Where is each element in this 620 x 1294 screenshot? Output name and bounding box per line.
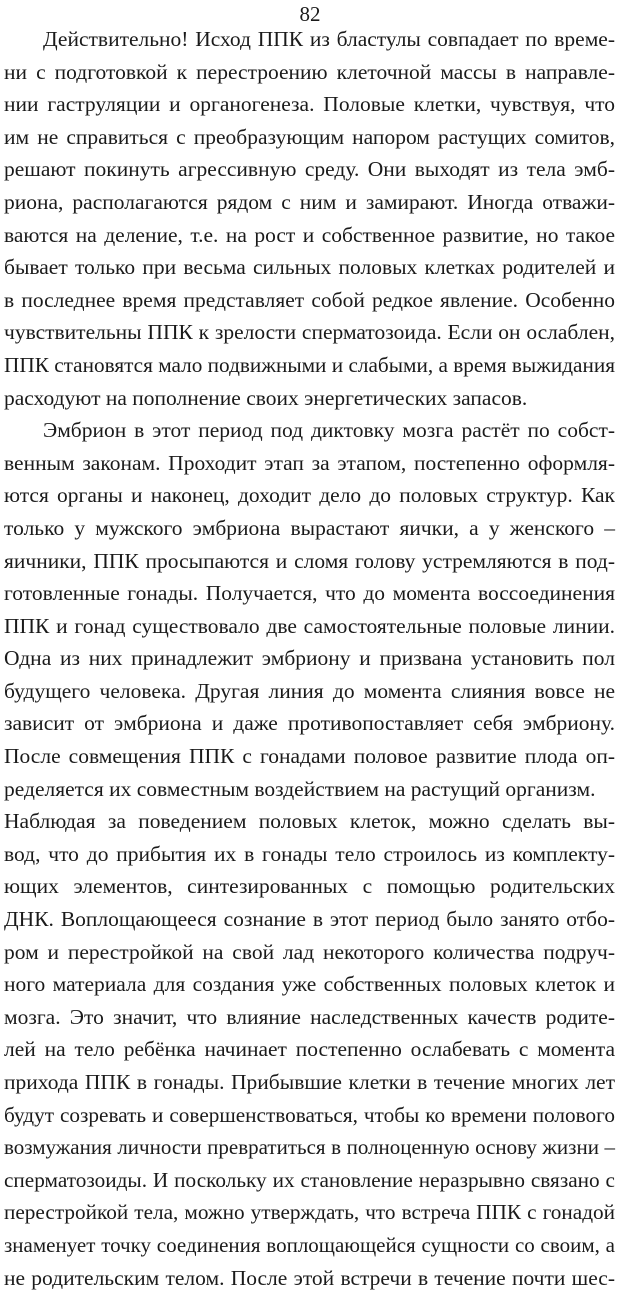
text-line: бывает только при весьма сильных половых клетках родителей и: [4, 255, 615, 280]
text-line: После совмещения ППК с гонадами половое развитие плода оп-: [4, 744, 615, 769]
text-line: риона, располагаются рядом с ним и замирают. Иногда отважи-: [4, 189, 615, 214]
text-line: только у мужского эмбриона вырастают яички, а у женского –: [4, 515, 615, 540]
text-line: ределяется их совместным воздействием на растущий организм.: [4, 776, 596, 801]
page-number: 82: [299, 2, 321, 26]
text-line: сперматозоиды. И поскольку их становление неразрывно связано с: [4, 1167, 615, 1192]
text-line: ром и перестройкой на свой лад некоторого количества подруч-: [4, 939, 615, 964]
text-line: будут созревать и совершенствоваться, чтобы ко времени полового: [4, 1102, 615, 1127]
text-line: ющих элементов, синтезированных с помощью родительских: [4, 874, 615, 899]
text-line: знаменует точку соединения воплощающейся сущности со своим, а: [4, 1232, 615, 1257]
text-line: венным законам. Проходит этап за этапом, постепенно оформля-: [4, 450, 615, 475]
text-line: Действительно! Исход ППК из бластулы совпадает по време-: [43, 27, 615, 51]
text-line: решают покинуть агрессивную среду. Они выходят из тела эмб-: [4, 157, 615, 182]
text-line: расходуют на пополнение своих энергетических запасов.: [4, 385, 528, 410]
text-line: ного материала для создания уже собственных половых клеток и: [4, 972, 615, 997]
text-line: Наблюдая за поведением половых клеток, можно сделать вы-: [4, 809, 615, 834]
text-line: Одна из них принадлежит эмбриону и призвана установить пол: [4, 646, 615, 671]
text-line: готовленные гонады. Получается, что до момента воссоединения: [4, 581, 615, 606]
text-line: яичники, ППК просыпаются и сломя голову устремляются в под-: [4, 548, 615, 573]
body-text: [4, 23, 615, 1294]
text-line: лей на тело ребёнка начинает постепенно ослабевать с момента: [4, 1037, 615, 1062]
text-line: нии гаструляции и органогенеза. Половые клетки, чувствуя, что: [4, 92, 615, 117]
text-line: мозга. Это значит, что влияние наследственных качеств родите-: [4, 1004, 615, 1029]
text-line: в последнее время представляет собой редкое явление. Особенно: [4, 287, 615, 312]
text-line: зависит от эмбриона и даже противопоставляет себя эмбриону.: [4, 711, 615, 736]
text-line: перестройкой тела, можно утверждать, что встреча ППК с гонадой: [4, 1200, 615, 1225]
text-line: вод, что до прибытия их в гонады тело строилось из комплекту-: [4, 841, 615, 866]
text-line: ются органы и наконец, доходит дело до половых структур. Как: [4, 483, 615, 508]
text-line: ДНК. Воплощающееся сознание в этот период было занято отбо-: [4, 907, 615, 932]
text-line: ППК и гонад существовало две самостоятельные половые линии.: [4, 613, 615, 638]
text-line: ППК становятся мало подвижными и слабыми, а время выжидания: [4, 352, 615, 377]
text-line: чувствительны ППК к зрелости сперматозоида. Если он ослаблен,: [4, 320, 615, 345]
text-line: будущего человека. Другая линия до момента слияния вовсе не: [4, 678, 615, 703]
text-line: им не справиться с преобразующим напором растущих сомитов,: [4, 124, 615, 149]
text-line: Эмбрион в этот период под диктовку мозга растёт по собст-: [43, 418, 615, 443]
text-line: возмужания личности превратиться в полноценную основу жизни –: [4, 1135, 615, 1160]
text-line: не родительским телом. После этой встречи в течение почти шес-: [4, 1265, 615, 1290]
text-line: ни с подготовкой к перестроению клеточной массы в направле-: [4, 59, 615, 84]
text-line: прихода ППК в гонады. Прибывшие клетки в течение многих лет: [4, 1070, 615, 1094]
text-line: ваются на деление, т.е. на рост и собственное развитие, но такое: [4, 222, 615, 247]
